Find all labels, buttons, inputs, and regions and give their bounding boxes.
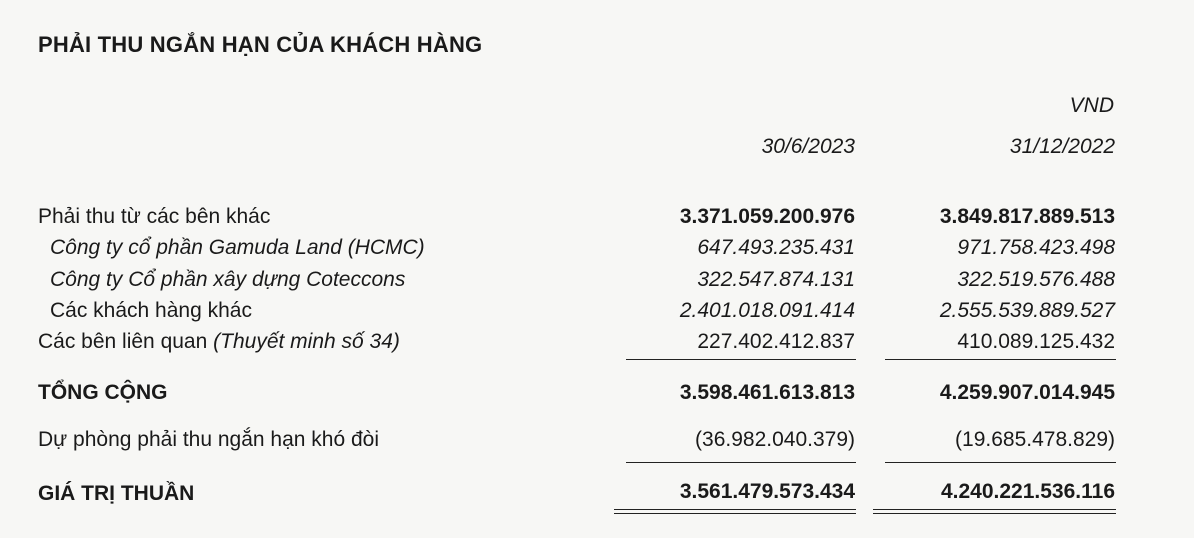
- row-label-related-parties: [38, 330, 400, 354]
- row-label-coteccons: Công ty Cổ phần xây dựng Coteccons: [50, 268, 406, 291]
- row-value-2022: 3.849.817.889.513: [939, 205, 1115, 228]
- net-value-2022: 4.240.221.536.116: [940, 480, 1115, 503]
- row-value-2023: 322.547.874.131: [697, 268, 855, 291]
- net-double-rule-2023: [614, 509, 856, 514]
- related-parties-text: Các bên liên quan: [38, 330, 214, 353]
- row-label-other-parties: Phải thu từ các bên khác: [38, 205, 271, 228]
- total-value-2022: 4.259.907.014.945: [939, 381, 1115, 404]
- subtotal-rule-2022: [885, 359, 1116, 360]
- total-value-2023: 3.598.461.613.813: [679, 381, 855, 404]
- row-value-2022: 322.519.576.488: [957, 268, 1115, 291]
- net-rule-2023: [626, 462, 856, 463]
- net-double-rule-2022: [873, 509, 1116, 514]
- row-value-2023: 227.402.412.837: [697, 330, 855, 353]
- row-value-2022: 971.758.423.498: [957, 236, 1115, 259]
- net-label: GIÁ TRỊ THUẦN: [38, 482, 195, 505]
- row-label-gamuda: Công ty cổ phần Gamuda Land (HCMC): [50, 236, 425, 259]
- row-value-2023: 647.493.235.431: [697, 236, 855, 259]
- subtotal-rule-2023: [626, 359, 856, 360]
- provision-value-2023: (36.982.040.379): [695, 428, 855, 451]
- row-value-2022: 2.555.539.889.527: [939, 299, 1115, 322]
- section-title: PHẢI THU NGẮN HẠN CỦA KHÁCH HÀNG: [38, 32, 483, 57]
- column-header-2022: 31/12/2022: [1009, 135, 1115, 158]
- net-rule-2022: [885, 462, 1116, 463]
- currency-unit: VND: [1069, 94, 1114, 117]
- note-reference: (Thuyết minh số 34): [213, 330, 400, 353]
- row-value-2022: 410.089.125.432: [957, 330, 1115, 353]
- provision-label: Dự phòng phải thu ngắn hạn khó đòi: [38, 428, 379, 451]
- row-value-2023: 2.401.018.091.414: [679, 299, 855, 322]
- row-value-2023: 3.371.059.200.976: [679, 205, 855, 228]
- row-label-other-customers: Các khách hàng khác: [50, 299, 252, 322]
- column-header-2023: 30/6/2023: [761, 135, 855, 158]
- net-value-2023: 3.561.479.573.434: [679, 480, 855, 503]
- provision-value-2022: (19.685.478.829): [955, 428, 1115, 451]
- total-label: TỔNG CỘNG: [38, 381, 168, 404]
